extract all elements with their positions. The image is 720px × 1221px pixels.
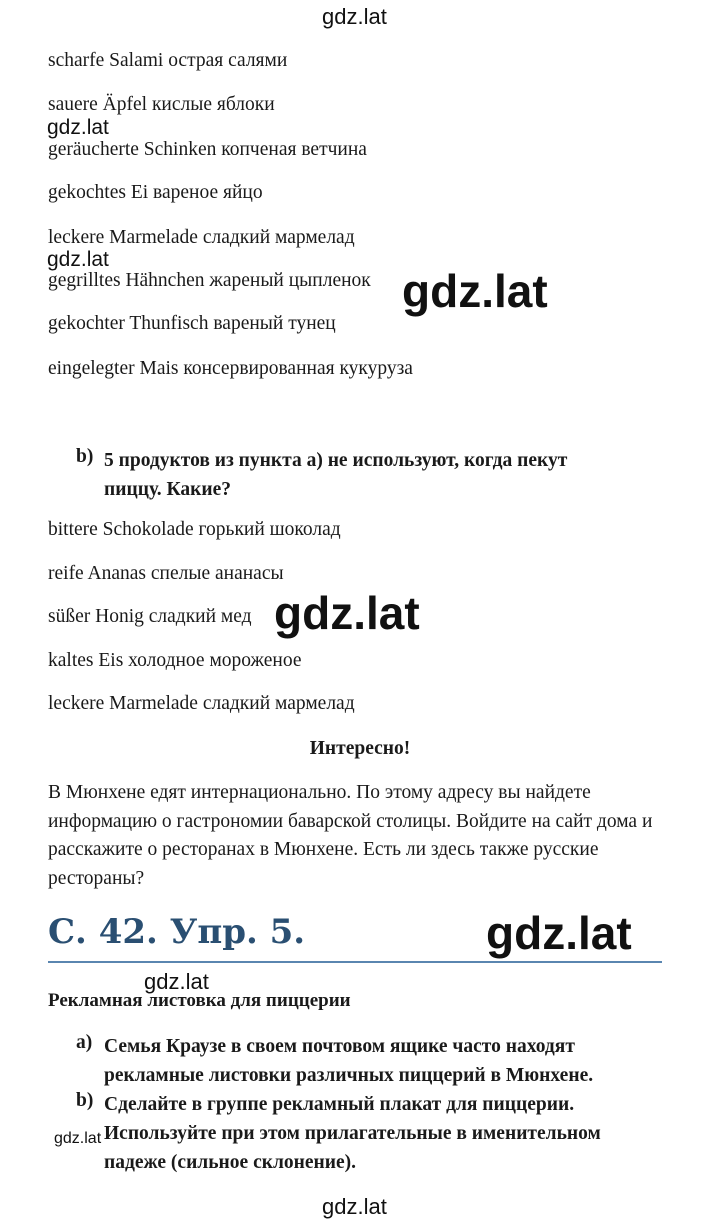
list-item: reife Ananas спелые ананасы: [48, 563, 284, 584]
watermark-large: gdz.lat: [270, 586, 424, 640]
list-item: gegrilltes Hähnchen жареный цыпленок: [48, 270, 371, 291]
list-item: bittere Schokolade горький шоколад: [48, 519, 341, 540]
list-item: scharfe Salami острая салями: [48, 50, 288, 71]
watermark-top: gdz.lat: [322, 4, 387, 29]
watermark-bottom: gdz.lat: [322, 1194, 387, 1219]
watermark-small: gdz.lat: [47, 248, 109, 271]
list-item: eingelegter Mais консервированная кукуруза: [48, 358, 413, 379]
list-item: gekochter Thunfisch вареный тунец: [48, 313, 336, 334]
interesting-text: В Мюнхене едят интернационально. По этому адресу вы найдете информацию о гастрономии баварской столицы. Войдите на сайт дома и расскажите о ресторанах в Мюнхене. Есть ли здесь также русские рестораны?: [48, 782, 653, 889]
task-text: Сделайте в группе рекламный плакат для пиццерии. Используйте при этом прилагательные в именительном падеже (сильное склонение).: [104, 1094, 601, 1173]
watermark-small: gdz.lat: [54, 1130, 102, 1147]
list-item: kaltes Eis холодное мороженое: [48, 650, 302, 671]
interesting-title: Интересно!: [309, 738, 411, 759]
watermark-small: gdz.lat: [47, 116, 109, 139]
watermark-large: gdz.lat: [482, 906, 636, 960]
watermark-small: gdz.lat: [144, 969, 209, 994]
task-text: Семья Краузе в своем почтовом ящике часто находят рекламные листовки различных пиццерий в Мюнхене.: [104, 1036, 594, 1086]
watermark-large: gdz.lat: [398, 264, 552, 318]
list-item: süßer Honig сладкий мед: [48, 606, 252, 627]
task-text: 5 продуктов из пункта а) не используют, когда пекут пиццу. Какие?: [104, 450, 568, 500]
task-letter: a): [76, 1032, 93, 1053]
task-letter: b): [76, 446, 94, 467]
list-item: sauere Äpfel кислые яблоки: [48, 94, 275, 115]
heading-rule: [48, 961, 662, 963]
section-heading: С. 42. Упр. 5.: [48, 912, 306, 952]
list-item: geräucherte Schinken копченая ветчина: [48, 139, 367, 160]
list-item: leckere Marmelade сладкий мармелад: [48, 227, 355, 248]
section-subtitle: Рекламная листовка для пиццерии: [48, 990, 351, 1011]
list-item: leckere Marmelade сладкий мармелад: [48, 693, 355, 714]
list-item: gekochtes Ei вареное яйцо: [48, 182, 263, 203]
task-letter: b): [76, 1090, 94, 1111]
